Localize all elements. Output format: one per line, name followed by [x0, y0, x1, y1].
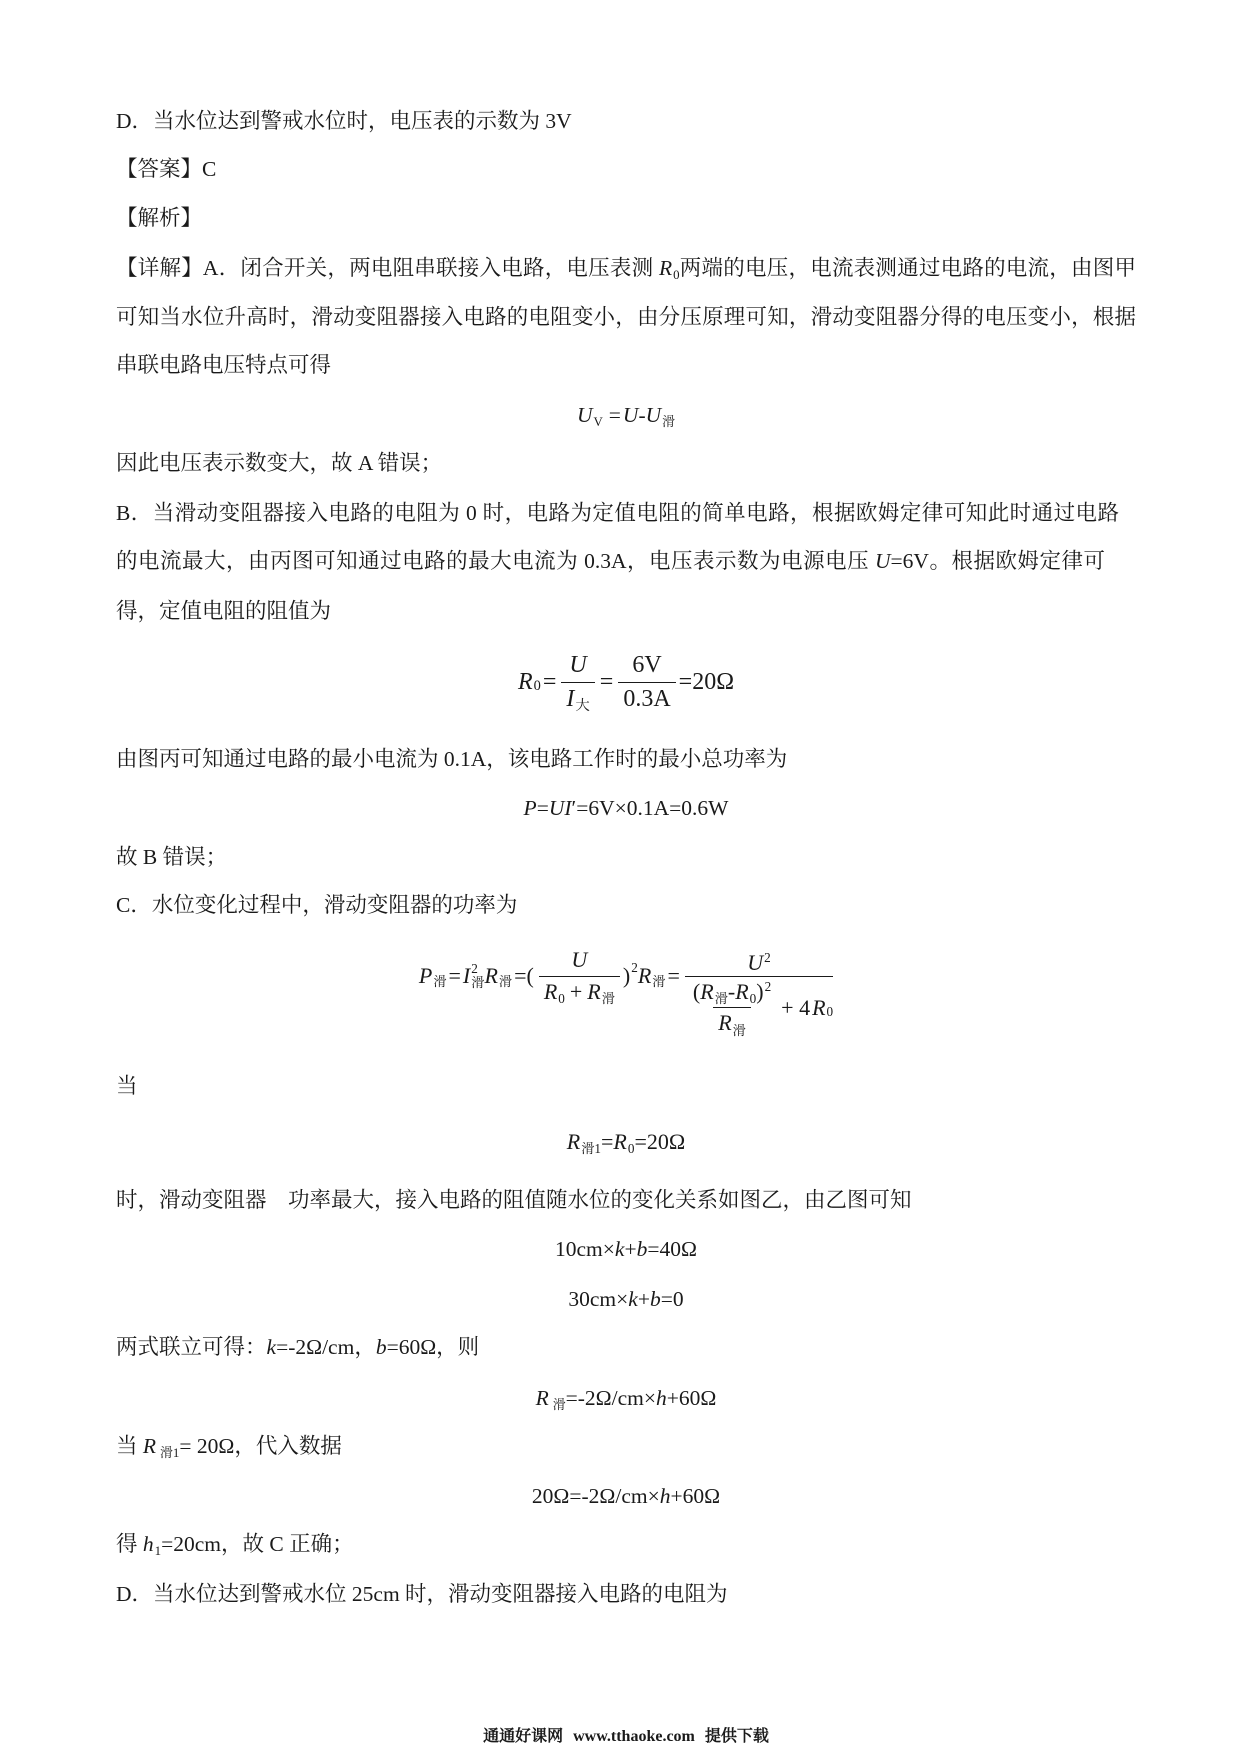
math-variable: h	[142, 1532, 154, 1556]
fraction-numerator	[566, 947, 592, 975]
math-term: =-2Ω/cm×	[565, 1386, 657, 1410]
math-variable: U	[571, 947, 588, 973]
math-subscript: 滑	[714, 991, 728, 1007]
math-variable: R	[535, 1386, 549, 1410]
math-subscript: 滑	[552, 1398, 566, 1413]
fraction	[539, 947, 620, 1005]
text: =-2Ω/cm，	[276, 1335, 376, 1359]
math-variable: b	[649, 1287, 661, 1311]
math-superscript: 2	[764, 950, 771, 966]
system-equation-1	[116, 1235, 1136, 1263]
detail-a-line-3: 串联电路电压特点可得	[116, 353, 332, 377]
answer-label: 【答案】	[116, 157, 203, 181]
math-result: =20Ω	[678, 668, 735, 695]
slide-power-equation	[116, 946, 1136, 1037]
fraction-numerator	[685, 946, 833, 976]
detail-a-text-end: 两端的电压，电流表测通过电路的电流，由图甲	[679, 256, 1136, 280]
math-variable: R	[566, 1129, 581, 1154]
math-variable: h	[659, 1484, 671, 1508]
fraction-denominator	[685, 976, 833, 1037]
math-superscript: 2	[471, 961, 478, 977]
math-variable: U	[576, 403, 593, 427]
detail-b-text-start: 的电流最大，由丙图可知通过电路的最大电流为 0.3A，电压表示数为电源电压	[116, 549, 875, 573]
answer-line	[116, 155, 216, 183]
math-subscript: 0	[749, 991, 757, 1007]
math-operator: =	[542, 668, 557, 695]
fraction-numerator: 6V	[632, 651, 662, 678]
fraction	[688, 979, 776, 1037]
math-operator: -	[727, 979, 736, 1004]
math-variable: R	[637, 963, 652, 988]
math-operator: =(	[514, 963, 534, 988]
math-result: =20Ω	[634, 1129, 686, 1154]
math-operator: =	[608, 403, 621, 427]
math-subscript: 滑	[652, 973, 666, 989]
fraction-denominator	[539, 976, 620, 1005]
math-variable: k	[266, 1335, 277, 1359]
math-variable: U	[569, 651, 587, 678]
detail-c-line-2: 当	[116, 1074, 138, 1098]
math-term: 10cm×	[555, 1237, 615, 1261]
math-variable: R	[543, 978, 558, 1004]
page-footer: 通通好课网 www.tthaoke.com 提供下载	[483, 1728, 769, 1745]
math-result: =0	[660, 1287, 684, 1311]
math-operator: =	[448, 963, 461, 988]
math-variable: P	[418, 963, 433, 988]
math-operator: +	[637, 1287, 650, 1311]
math-operator: =	[536, 796, 549, 820]
math-subscript: 滑	[433, 973, 447, 989]
text: 两式联立可得：	[116, 1335, 267, 1359]
relation-equation	[116, 1384, 1136, 1412]
math-subscript: 0	[673, 268, 680, 283]
text: =60Ω，则	[386, 1335, 480, 1359]
system-equation-2	[116, 1285, 1136, 1313]
math-subscript: 滑	[498, 973, 513, 989]
math-result: =40Ω	[647, 1237, 697, 1261]
fraction-numerator	[564, 651, 591, 682]
math-term: 30cm×	[568, 1287, 629, 1311]
math-superscript: 2	[631, 960, 638, 976]
math-variable: b	[636, 1237, 648, 1261]
math-subscript: 大	[575, 698, 590, 715]
math-term: +60Ω	[666, 1386, 717, 1410]
detail-c-line-3: 时，滑动变阻器 功率最大，接入电路的阻值随水位的变化关系如图乙，由乙图可知	[116, 1188, 912, 1212]
math-subscript: 滑	[471, 975, 485, 990]
math-subscript: 滑1	[581, 1141, 601, 1157]
math-superscript: 2	[764, 979, 772, 995]
detail-c-line-1: C．水位变化过程中，滑动变阻器的功率为	[116, 893, 518, 917]
math-operator: (	[692, 979, 701, 1004]
math-variable: I	[566, 685, 575, 712]
math-variable: R	[517, 668, 533, 695]
math-operator: +	[624, 1237, 637, 1261]
math-subscript: 滑	[732, 1022, 746, 1038]
math-operator: =	[601, 1129, 614, 1154]
substituted-equation	[116, 1482, 1136, 1510]
math-variable: R	[613, 1129, 627, 1154]
fraction-denominator	[561, 682, 594, 714]
math-operator: =	[667, 963, 680, 988]
math-variable: U	[875, 549, 891, 573]
math-variable: k	[614, 1237, 625, 1261]
math-subscript: 0	[533, 678, 541, 695]
text: 得	[116, 1532, 143, 1556]
math-variable: U	[622, 403, 639, 427]
math-variable: R	[718, 1010, 732, 1036]
math-variable: U	[747, 950, 764, 975]
slide-power-left-side	[419, 946, 682, 1006]
math-variable: k	[628, 1287, 638, 1311]
math-variable: UI	[548, 796, 572, 820]
text: 当	[116, 1434, 143, 1458]
math-variable: R	[587, 978, 601, 1004]
math-variable: h	[656, 1386, 667, 1410]
math-result: ′=6V×0.1A=0.6W	[571, 796, 729, 820]
math-variable: R	[658, 256, 673, 280]
result-line	[116, 1530, 354, 1558]
math-subscript: 滑	[662, 415, 676, 430]
fraction	[561, 651, 594, 714]
detail-b-text-end: =6V。根据欧姆定律可	[890, 549, 1106, 573]
analysis-label: 【解析】	[116, 206, 203, 230]
fraction-denominator: 0.3A	[618, 682, 675, 714]
math-variable: R	[484, 963, 498, 988]
math-variable: b	[375, 1335, 387, 1359]
math-variable: U	[645, 403, 662, 427]
detail-b-line-2	[116, 547, 1105, 575]
math-variable: P	[523, 796, 537, 820]
text: =20cm，故 C 正确；	[161, 1532, 354, 1556]
math-variable: R	[812, 994, 826, 1020]
math-variable: I	[462, 963, 471, 988]
fraction	[685, 946, 833, 1037]
detail-b-conclusion: 故 B 错误；	[116, 845, 228, 869]
math-operator: =	[599, 668, 614, 695]
math-operator: -	[638, 403, 646, 427]
fraction-denominator	[713, 1007, 751, 1036]
voltage-equation	[116, 401, 1136, 429]
detail-a-line-1	[116, 254, 1136, 282]
text: = 20Ω，代入数据	[179, 1434, 342, 1458]
math-subscript: 0	[826, 1004, 834, 1020]
solve-line	[116, 1333, 479, 1361]
math-operator: + 4	[781, 994, 811, 1020]
substitute-line	[116, 1432, 342, 1460]
math-variable: R	[700, 979, 714, 1004]
fraction-numerator	[688, 979, 776, 1007]
math-subscript: 滑	[601, 990, 615, 1006]
math-subscript: V	[593, 415, 603, 430]
math-operator: +	[569, 978, 583, 1004]
math-term: 20Ω=-2Ω/cm×	[531, 1484, 660, 1508]
condition-equation	[116, 1128, 1136, 1156]
math-operator: )	[756, 979, 764, 1004]
detail-a-conclusion: 因此电压表示数变大，故 A 错误；	[116, 451, 443, 475]
min-power-equation	[116, 794, 1136, 822]
detail-a-line-2: 可知当水位升高时，滑动变阻器接入电路的电阻变小，由分压原理可知，滑动变阻器分得的电压变小，根据	[116, 305, 1136, 329]
math-subscript: 0	[558, 990, 565, 1006]
answer-value: C	[202, 157, 217, 181]
math-subscript: 1	[154, 1544, 162, 1559]
math-subscript: 0	[627, 1141, 635, 1157]
math-operator: )	[622, 963, 631, 988]
detail-b-line-1: B．当滑动变阻器接入电路的电阻为 0 时，电路为定值电阻的简单电路，根据欧姆定律可知此时通过电路	[116, 501, 1119, 525]
option-d-statement: D．当水位达到警戒水位时，电压表的示数为 3V	[116, 109, 572, 133]
detail-d-line-1: D．当水位达到警戒水位 25cm 时，滑动变阻器接入电路的电阻为	[116, 1582, 728, 1606]
math-subscript: 滑1	[160, 1446, 180, 1461]
detail-b-line-4: 由图丙可知通过电路的最小电流为 0.1A，该电路工作时的最小总功率为	[116, 747, 788, 771]
math-variable: R	[735, 979, 749, 1004]
math-variable: R	[142, 1434, 157, 1458]
math-term: +60Ω	[670, 1484, 721, 1508]
detail-a-text-start: 【详解】A．闭合开关，两电阻串联接入电路，电压表测	[116, 256, 659, 280]
math-supsub	[471, 962, 484, 990]
detail-b-line-3: 得，定值电阻的阻值为	[116, 599, 332, 623]
resistance-equation	[116, 651, 1136, 715]
fraction	[618, 651, 675, 714]
